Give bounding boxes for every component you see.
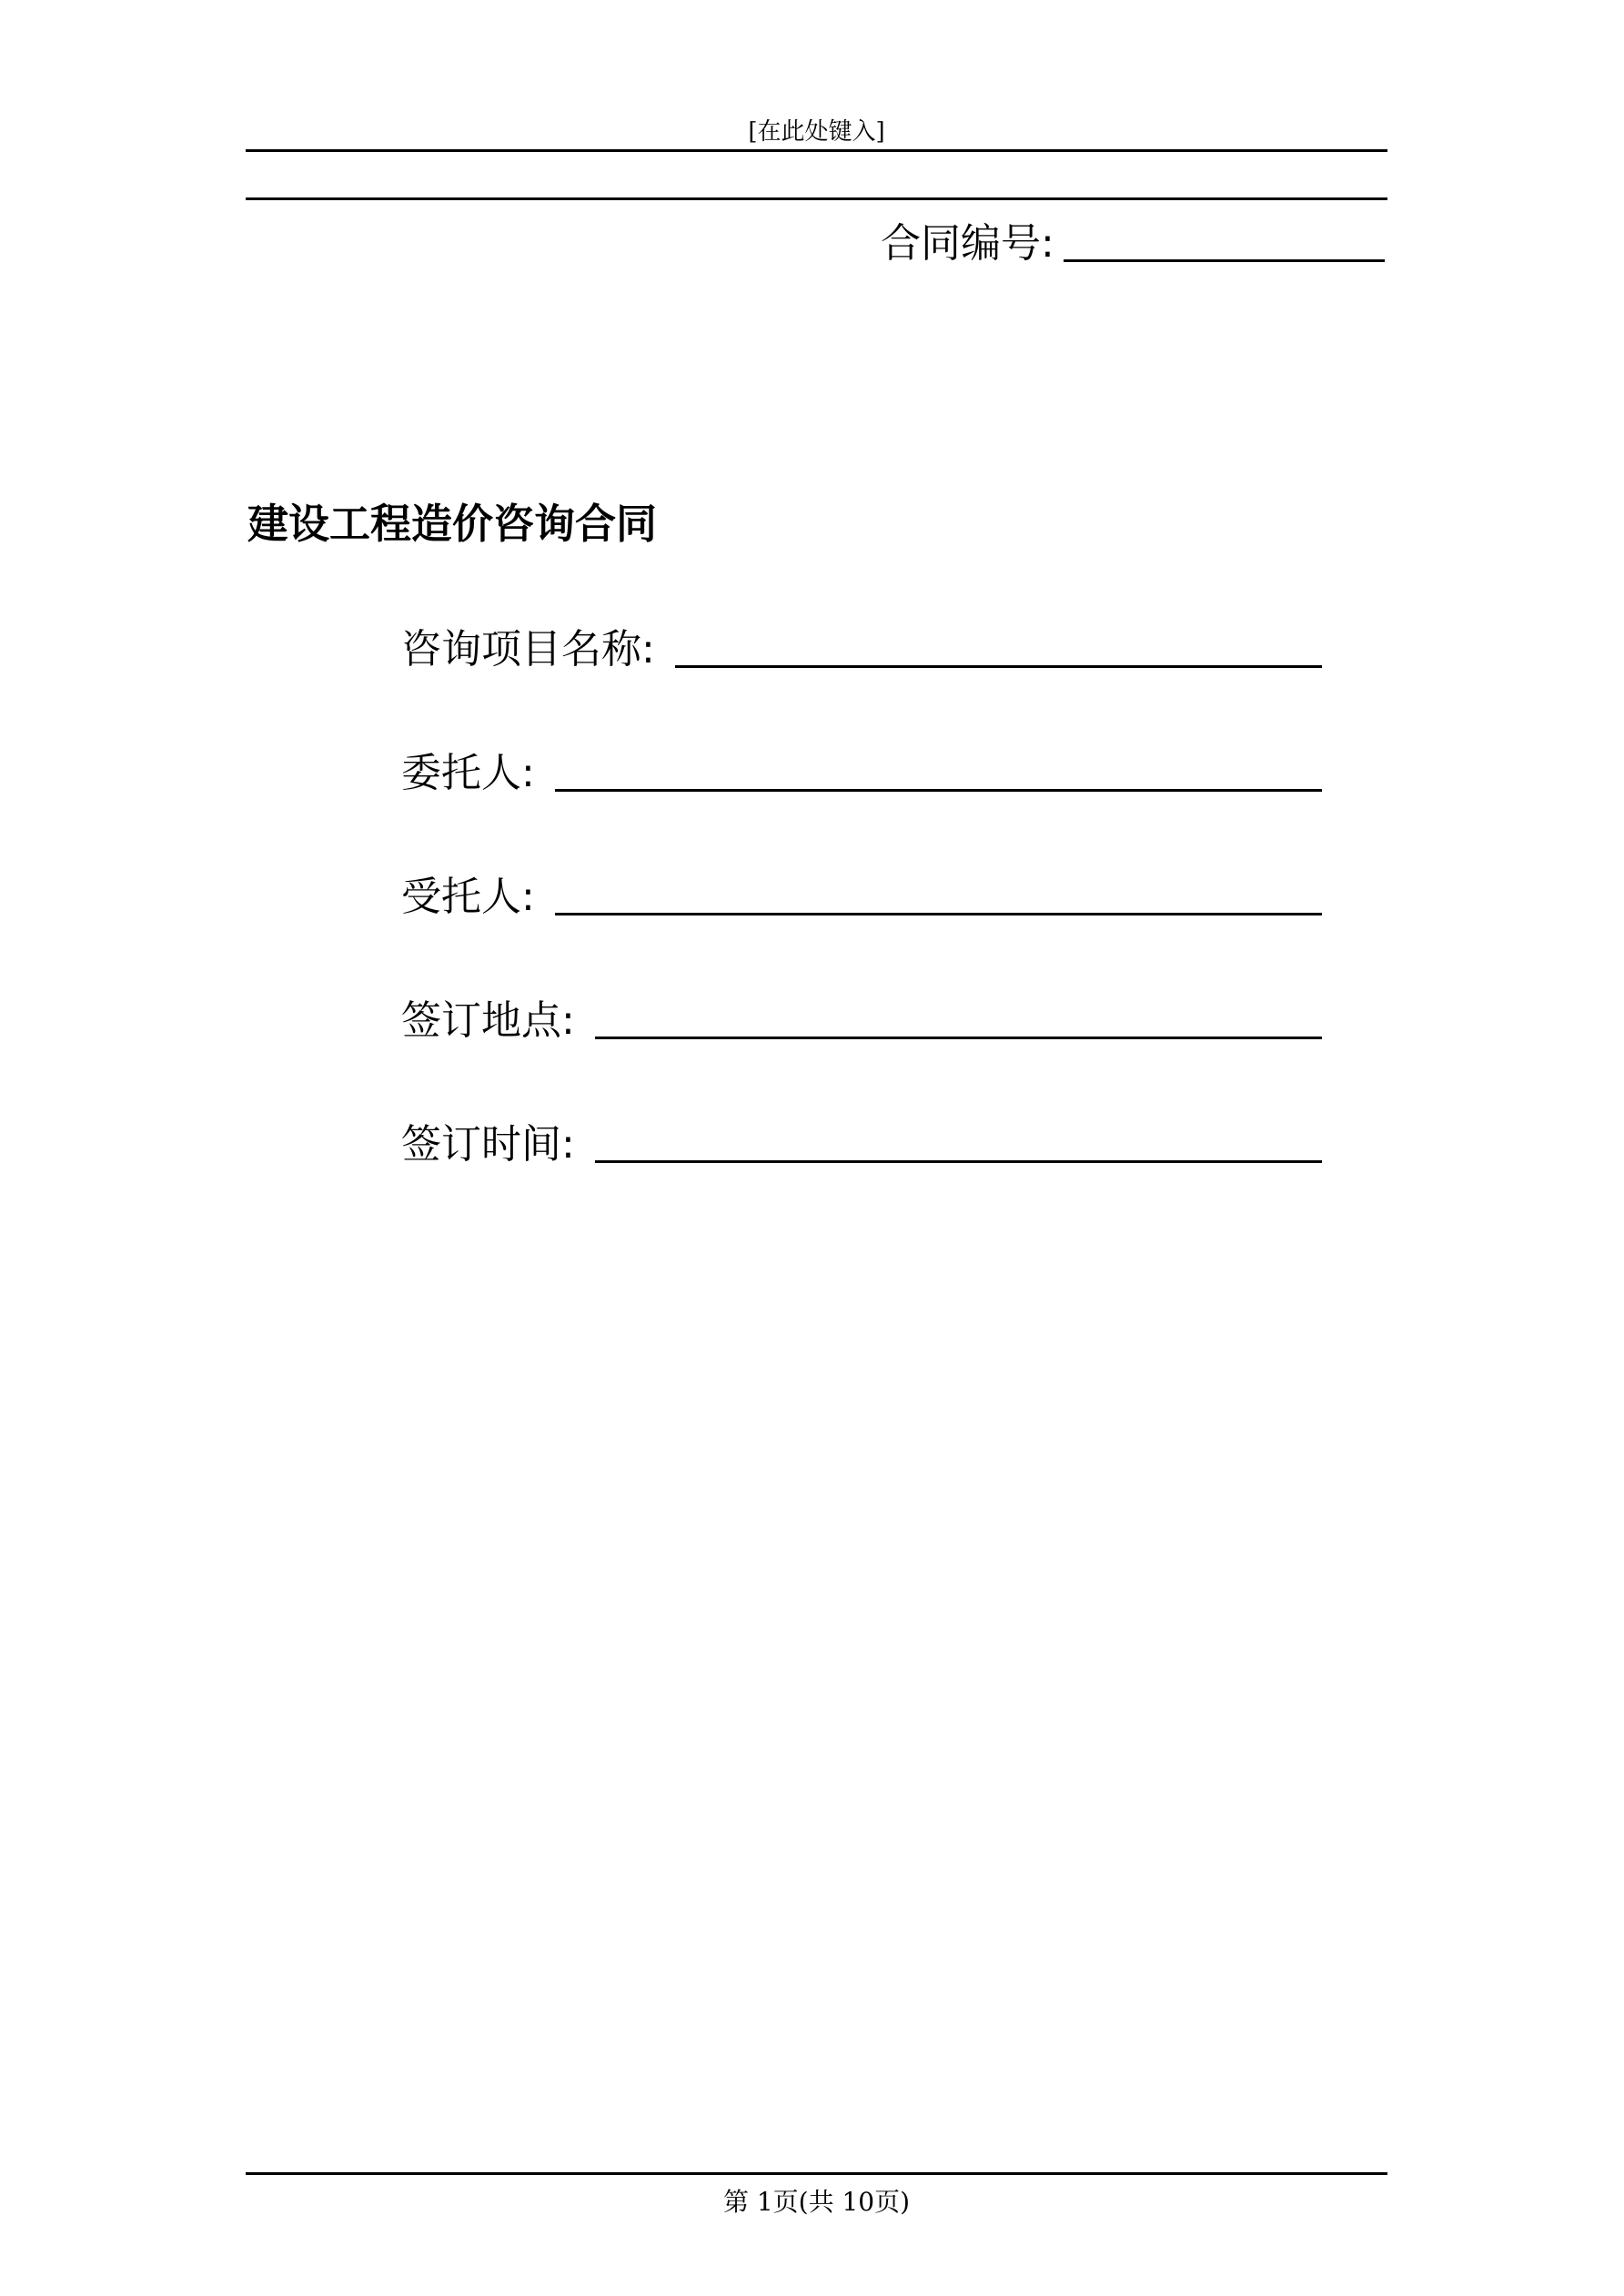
field-label: 签订时间: <box>401 1121 575 1168</box>
page-number: 第 1页(共 10页) <box>722 2187 911 2217</box>
field-signing-time <box>401 1116 1322 1170</box>
header-rule-bottom <box>246 197 1387 200</box>
header-placeholder[interactable]: [在此处键入] <box>748 118 885 146</box>
contract-number-row <box>881 218 1385 269</box>
field-label: 咨询项目名称: <box>401 626 655 673</box>
field-label: 签订地点: <box>401 997 575 1044</box>
field-blank-client[interactable] <box>555 789 1322 792</box>
field-blank-signing-time[interactable] <box>595 1160 1322 1163</box>
header-rule-top <box>246 149 1387 152</box>
field-client <box>401 744 1322 799</box>
contract-number-label: 合同编号: <box>881 220 1054 267</box>
document-title: 建设工程造价咨询合同 <box>247 500 658 548</box>
field-blank-consultant[interactable] <box>555 913 1322 915</box>
field-blank-project-name[interactable] <box>675 665 1322 668</box>
contract-number-blank[interactable] <box>1064 259 1385 262</box>
field-consultant <box>401 868 1322 923</box>
footer-rule <box>246 2172 1387 2175</box>
field-blank-signing-place[interactable] <box>595 1037 1322 1039</box>
field-label: 受托人: <box>401 874 535 920</box>
field-label: 委托人: <box>401 750 535 796</box>
field-project-name <box>401 621 1322 675</box>
field-signing-place <box>401 992 1322 1047</box>
